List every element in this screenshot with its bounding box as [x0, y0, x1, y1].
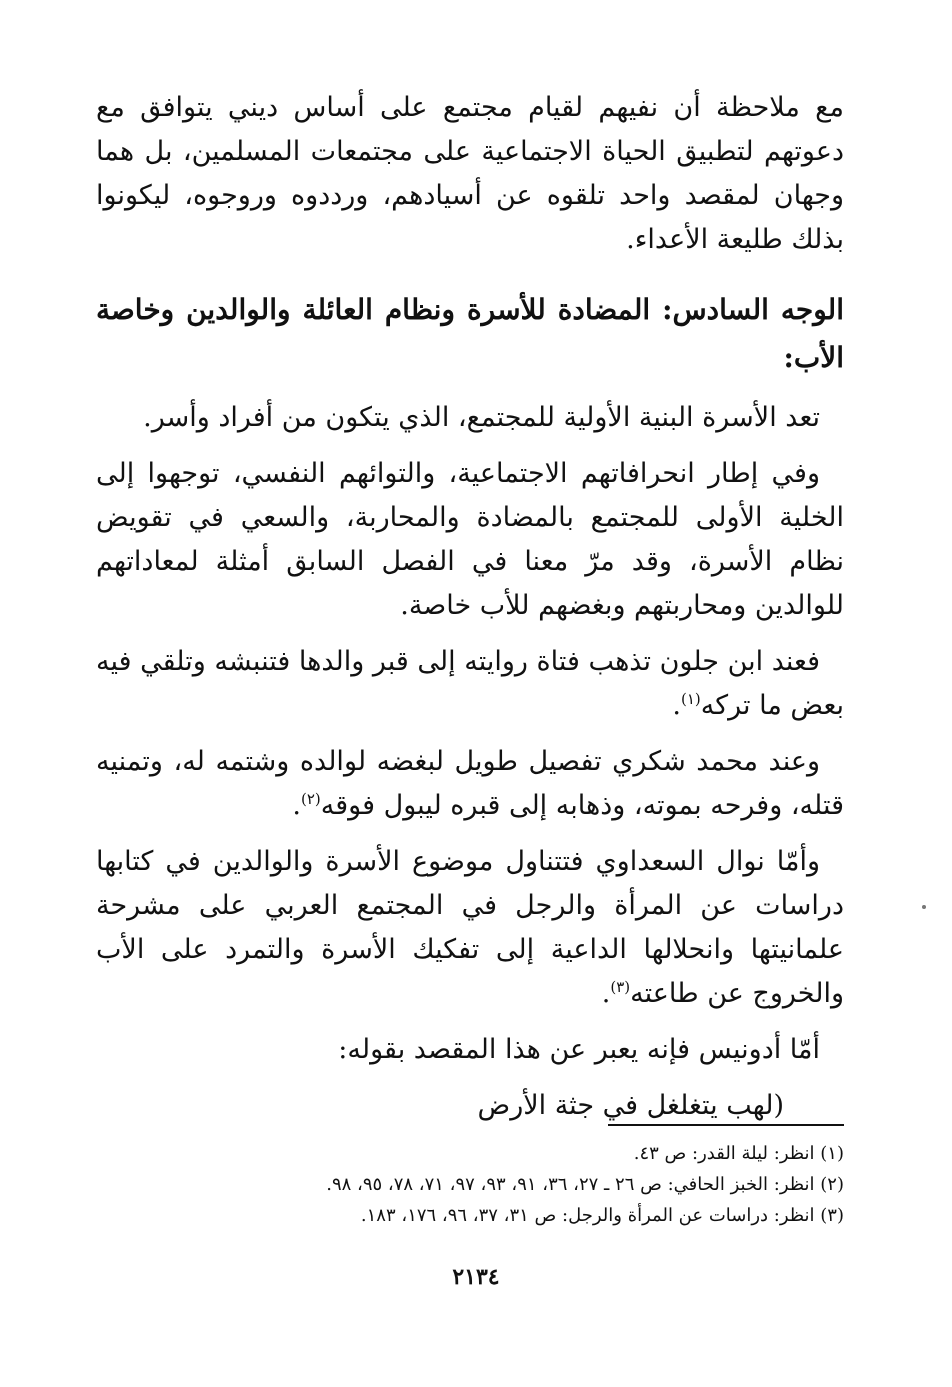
footnote-2: (٢) انظر: الخبز الحافي: ص ٢٦ ـ ٢٧، ٣٦، ٩١، ٩٣، ٩٧، ٧١، ٧٨، ٩٥، ٩٨.: [326, 1174, 844, 1195]
paragraph-6-period: .: [601, 978, 611, 1009]
paragraph-7: أمّا أدونيس فإنه يعبر عن هذا المقصد بقوله:: [338, 1034, 820, 1065]
footnote-divider: [608, 1124, 844, 1126]
scan-speck: [922, 905, 926, 909]
footnote-1: (١) انظر: ليلة القدر: ص ٤٣.: [633, 1143, 844, 1164]
paragraph-3: وفي إطار انحرافاتهم الاجتماعية، والتوائهم النفسي، توجهوا إلى الخلية الأولى للمجتمع بالمضادة والمحاربة، والسعي في تقويض نظام الأسرة، وقد مرّ معنا في الفصل السابق أمثلة لمعاداتهم للوالدين ومحاربتهم وبغضهم للأب خاصة.: [96, 458, 844, 621]
paragraph-6-text: وأمّا نوال السعداوي فتتناول موضوع الأسرة والوالدين في كتابها دراسات عن المرأة والرجل في المجتمع العربي على مشرحة علمانيتها وانحلالها الداعية إلى تفكيك الأسرة والتمرد على الأب والخروج عن طاعته: [96, 846, 844, 1009]
paragraph-5-period: .: [292, 790, 301, 821]
paragraph-2: تعد الأسرة البنية الأولية للمجتمع، الذي يتكون من أفراد وأسر.: [143, 402, 820, 433]
page-number: ٢١٣٤: [452, 1264, 500, 1290]
page-body: [96, 86, 844, 1140]
paragraph-4: [96, 640, 844, 728]
footnote-ref-3: (٣): [610, 978, 631, 996]
poem-line: (لهب يتغلغل في جثة الأرض: [477, 1090, 784, 1121]
paragraph-4-period: .: [672, 690, 681, 721]
paragraph-5: [96, 740, 844, 828]
footnotes: [96, 1138, 844, 1231]
paragraph-1: مع ملاحظة أن نفيهم لقيام مجتمع على أساس ديني يتوافق مع دعوتهم لتطبيق الحياة الاجتماعية على مجتمعات المسلمين، بل هما وجهان لمقصد واحد تلقوه عن أسيادهم، ورددوه وروجوه، ليكونوا بذلك طليعة الأعداء.: [96, 92, 844, 255]
section-heading: الوجه السادس: المضادة للأسرة ونظام العائلة والوالدين وخاصة الأب:: [96, 293, 844, 374]
paragraph-5-text: وعند محمد شكري تفصيل طويل لبغضه لوالده وشتمه له، وتمنيه قتله، وفرحه بموته، وذهابه إلى قبره ليبول فوقه: [96, 746, 844, 821]
paragraph-4-text: فعند ابن جلون تذهب فتاة روايته إلى قبر والدها فتنبشه وتلقي فيه بعض ما تركه: [96, 646, 844, 721]
footnote-ref-1: (١): [681, 690, 701, 708]
footnote-3: (٣) انظر: دراسات عن المرأة والرجل: ص ٣١، ٣٧، ٩٦، ١٧٦، ١٨٣.: [360, 1205, 844, 1226]
paragraph-6: [96, 840, 844, 1016]
footnote-ref-2: (٢): [301, 790, 321, 808]
